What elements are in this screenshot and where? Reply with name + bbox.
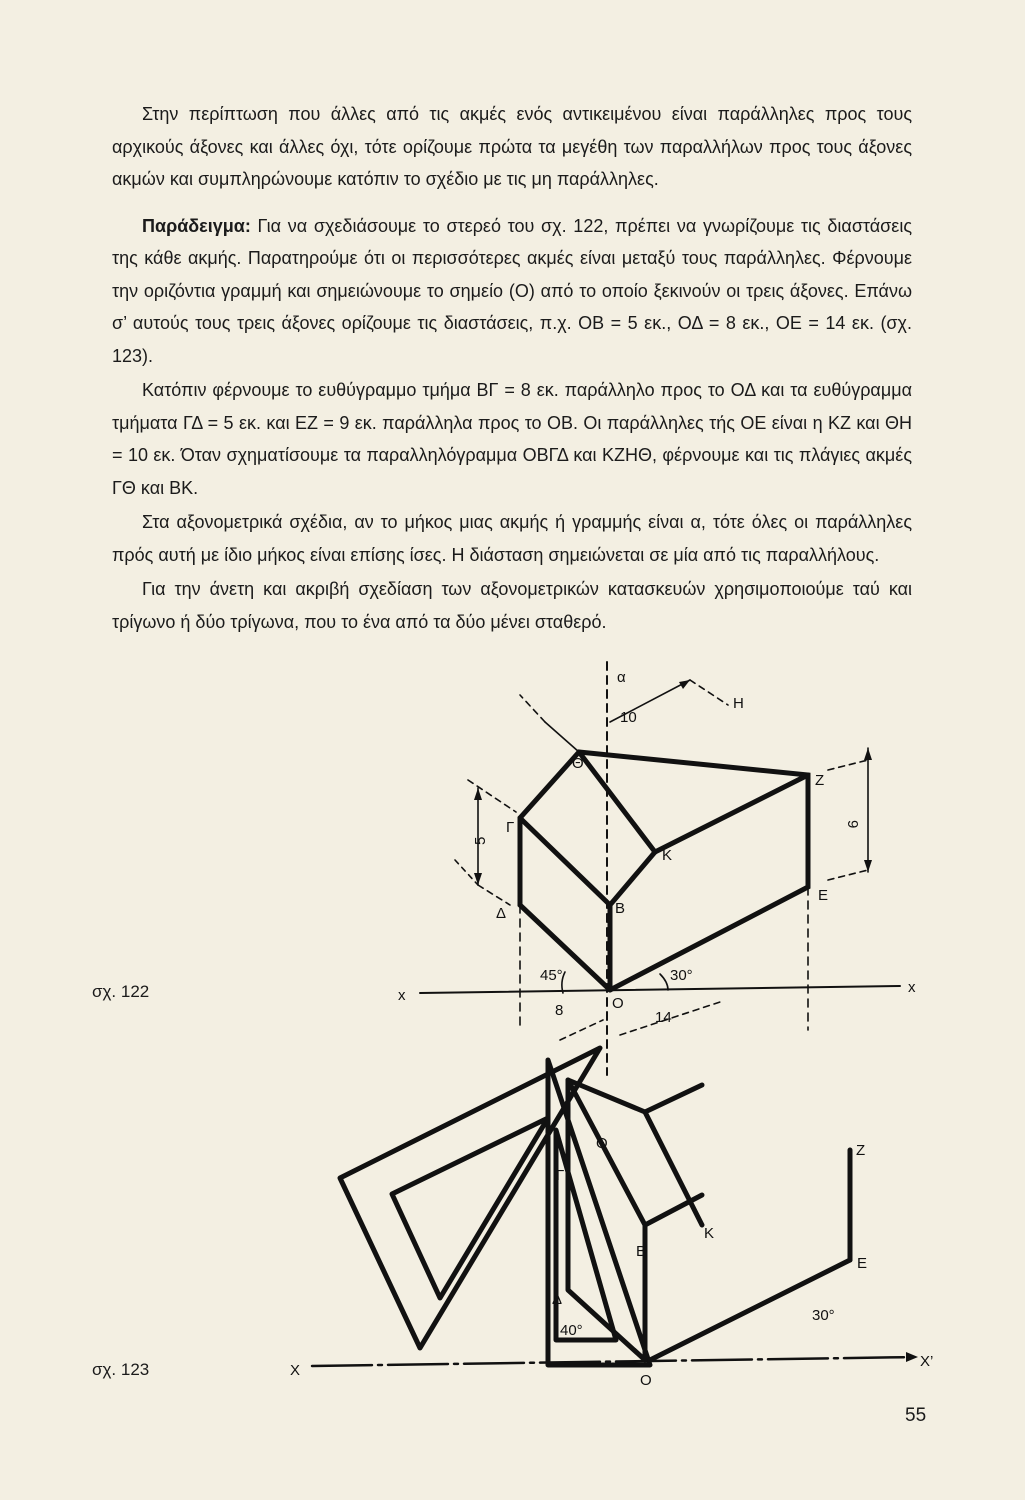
fig123-label-Z: Z	[856, 1142, 866, 1159]
fig123-label-O: Ο	[640, 1372, 652, 1389]
fig122-label-H: Η	[733, 695, 744, 712]
page-number: 55	[905, 1405, 927, 1426]
fig122-label-x-left: x	[398, 987, 406, 1004]
fig122-dim-8: 8	[555, 1002, 564, 1019]
figure-123-caption: σχ. 123	[92, 1360, 150, 1379]
fig122-label-x-right: x	[908, 979, 916, 996]
fig122-label-O: Ο	[612, 995, 624, 1012]
paragraph-1: Στην περίπτωση που άλλες από τις ακμές ενός αντικειμένου είναι παράλληλες προς τους αρχικούς άξονες και άλλες όχι, τότε ορίζουμε πρώτα τα μεγέθη των παραλλήλων προς τους άξονες ακμών και συμπληρώνουμε κατόπιν το σχέδιο με τις μη παράλληλες.	[112, 104, 912, 189]
fig123-axis-arrowheads	[906, 1352, 918, 1362]
fig123-label-E: E	[857, 1255, 868, 1272]
fig123-label-K: K	[704, 1225, 715, 1242]
fig122-label-Z: Ζ	[815, 772, 825, 789]
figure-122-caption: σχ. 122	[92, 982, 150, 1001]
fig122-dim-5: 5	[472, 836, 489, 845]
fig122-label-K: Κ	[662, 847, 673, 864]
example-lead: Παράδειγμα:	[142, 215, 251, 236]
fig122-label-B: Β	[615, 900, 626, 917]
fig123-angle-right: 30°	[812, 1307, 835, 1324]
fig122-angle-right: 30°	[670, 967, 693, 984]
fig123-angle-left: 40°	[560, 1322, 583, 1339]
fig123-label-x-right: X’	[920, 1353, 934, 1370]
fig123-label-B: B	[636, 1243, 647, 1260]
fig122-label-delta: Δ	[496, 905, 507, 922]
fig122-label-a: α	[617, 669, 626, 686]
fig122-angle-left: 45°	[540, 967, 563, 984]
fig122-dim-10: 10	[620, 709, 637, 726]
fig122-dim-14: 14	[655, 1009, 672, 1026]
fig123-label-theta: Θ	[596, 1135, 608, 1152]
fig123-label-gamma: Γ	[556, 1167, 565, 1184]
fig122-dim-9: 9	[844, 820, 861, 829]
fig122-label-gamma: Γ	[506, 819, 515, 836]
paragraph-4: Στα αξονομετρικά σχέδια, αν το μήκος μιας ακμής ή γραμμής είναι α, τότε όλες οι παράλληλες πρός αυτή με ίδιο μήκος είναι επίσης ίσες. Η διάσταση σημειώνεται σε μία από τις παραλλήλους.	[112, 512, 912, 565]
fig122-label-theta: Θ	[572, 755, 584, 772]
example-body: Για να σχεδιάσουμε το στερεό του σχ. 122, πρέπει να γνωρίζουμε τις διαστάσεις της κάθε ακμής. Παρατηρούμε ότι οι περισσότερες ακμές είναι μεταξύ τους παράλληλες. Φέρνουμε την οριζόντια γραμμή και σημειώνουμε το σημείο (Ο) από το οποίο ξεκινούν οι τρεις άξονες. Επάνω σ’ αυτούς τους τρεις άξονες ορίζουμε τις διαστάσεις, π.χ. ΟΒ = 5 εκ., ΟΔ = 8 εκ., ΟΕ = 14 εκ. (σχ. 123).	[112, 215, 912, 366]
fig122-label-E: Ε	[818, 887, 829, 904]
fig123-label-x-left: X	[290, 1362, 301, 1379]
fig123-label-delta: Δ	[552, 1291, 563, 1308]
paragraph-3: Κατόπιν φέρνουμε το ευθύγραμμο τμήμα ΒΓ = 8 εκ. παράλληλο προς το ΟΔ και τα ευθύγραμμα τμήματα ΓΔ = 5 εκ. και ΕΖ = 9 εκ. παράλληλα προς το ΟΒ. Οι παράλληλες τής ΟΕ είναι η ΚΖ και ΘΗ = 10 εκ. Όταν σχηματίσουμε τα παραλληλόγραμμα ΟΒΓΔ και ΚΖΗΘ, φέρνουμε και τις πλάγιες ακμές ΓΘ και ΒΚ.	[112, 380, 912, 498]
paragraph-5: Για την άνετη και ακριβή σχεδίαση των αξονομετρικών κατασκευών χρησιμοποιούμε ταύ και τρίγωνο ή δύο τρίγωνα, που το ένα από τα δύο μένει σταθερό.	[112, 579, 912, 632]
